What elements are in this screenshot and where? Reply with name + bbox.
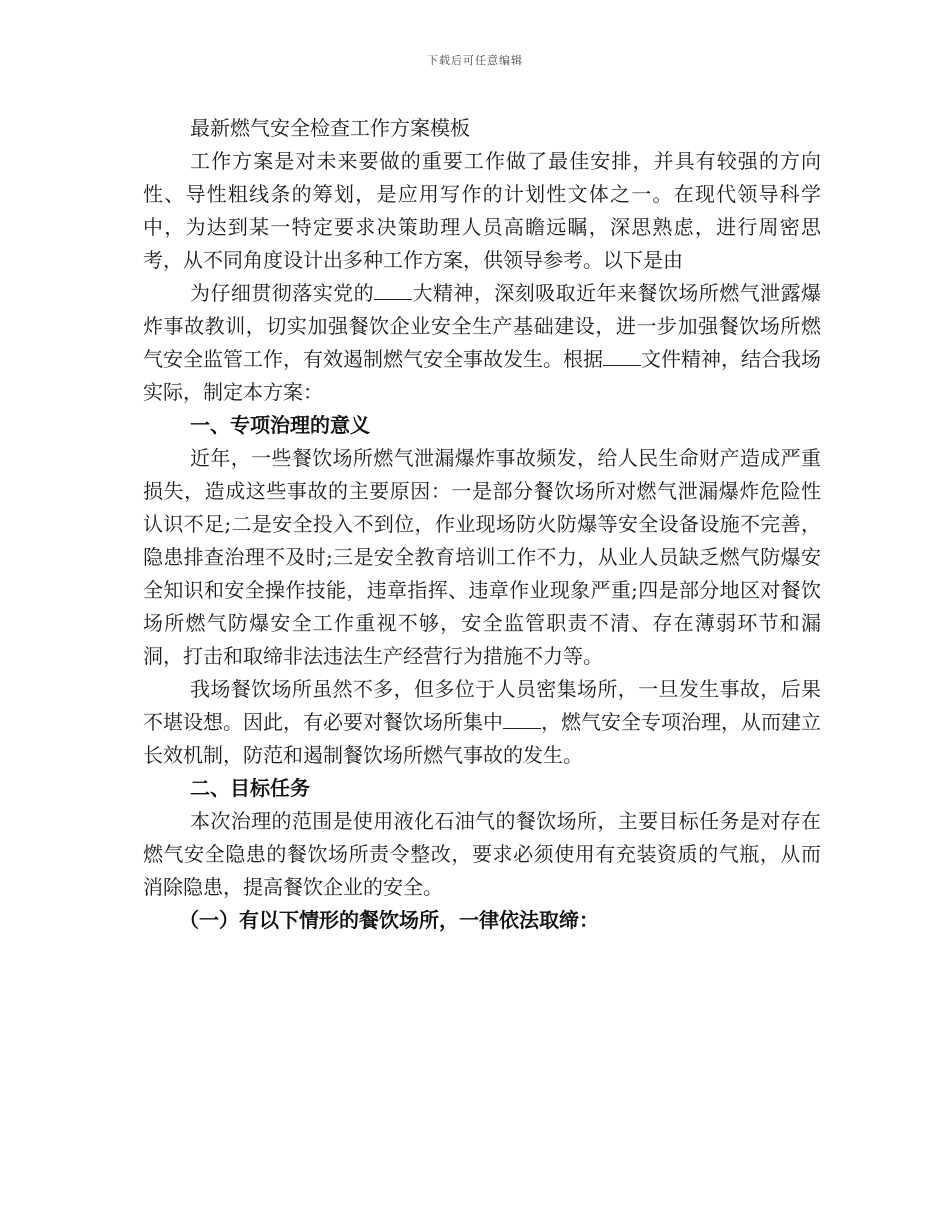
intro-paragraph: 工作方案是对未来要做的重要工作做了最佳安排，并具有较强的方向性、导性粗线条的筹划，是应用写作的计划性文体之一。在现代领导科学中，为达到某一特定要求决策助理人员高瞻远瞩，深思熟虑，进行周密思考，从不同角度设计出多种工作方案，供领导参考。以下是由 xyxy=(143,149,821,272)
paragraph-goals: 本次治理的范围是使用液化石油气的餐饮场所，主要目标任务是对存在燃气安全隐患的餐饮场所责令整改，要求必须使用有充装资质的气瓶，从而消除隐患，提高餐饮企业的安全。 xyxy=(143,809,821,899)
text-segment: 为仔细贯彻落实党的 xyxy=(190,281,375,305)
blank-underline xyxy=(374,281,412,300)
paragraph-accident-causes: 近年，一些餐饮场所燃气泄漏爆炸事故频发，给人民生命财产造成严重损失，造成这些事故的主要原因：一是部分餐饮场所对燃气泄漏爆炸危险性认识不足;二是安全投入不到位，作业现场防火防爆等安全设备设施不完善，隐患排查治理不及时;三是安全教育培训工作不力，从业人员缺乏燃气防爆安全知识和安全操作技能，违章指挥、违章作业现象严重;四是部分地区对餐饮场所燃气防爆安全工作重视不够，安全监管职责不清、存在薄弱环节和漏洞，打击和取缔非法违法生产经营行为措施不力等。 xyxy=(143,446,821,668)
text-segment: 我场餐饮场所虽然不多，但多位于人员密集场所，一旦发生事故，后果不堪设想。因此，有必要对餐饮场所集中 xyxy=(143,677,821,734)
subsection-heading-ban: （一）有以下情形的餐饮场所，一律依法取缔： xyxy=(179,908,599,932)
blank-underline xyxy=(503,710,541,729)
paragraph-necessity xyxy=(143,673,821,772)
page-header-note: 下载后可任意编辑 xyxy=(427,54,523,67)
text-segment: 文件精神，结合我场实际，制定本方案： xyxy=(143,347,821,404)
section-heading-goals: 二、目标任务 xyxy=(190,776,310,800)
document-body xyxy=(143,112,821,937)
blank-underline xyxy=(603,347,641,366)
document-title: 最新燃气安全检查工作方案模板 xyxy=(190,116,470,140)
paragraph-purpose xyxy=(143,277,821,409)
text-segment: ，燃气安全专项治理，从而建立长效机制，防范和遏制餐饮场所燃气事故的发生。 xyxy=(143,710,821,767)
section-heading-significance: 一、专项治理的意义 xyxy=(190,413,370,437)
text-segment: 大精神，深刻吸取近年来餐饮场所燃气泄露爆炸事故教训，切实加强餐饮企业安全生产基础建设，进一步加强餐饮场所燃气安全监管工作，有效遏制燃气安全事故发生。根据 xyxy=(143,281,822,371)
